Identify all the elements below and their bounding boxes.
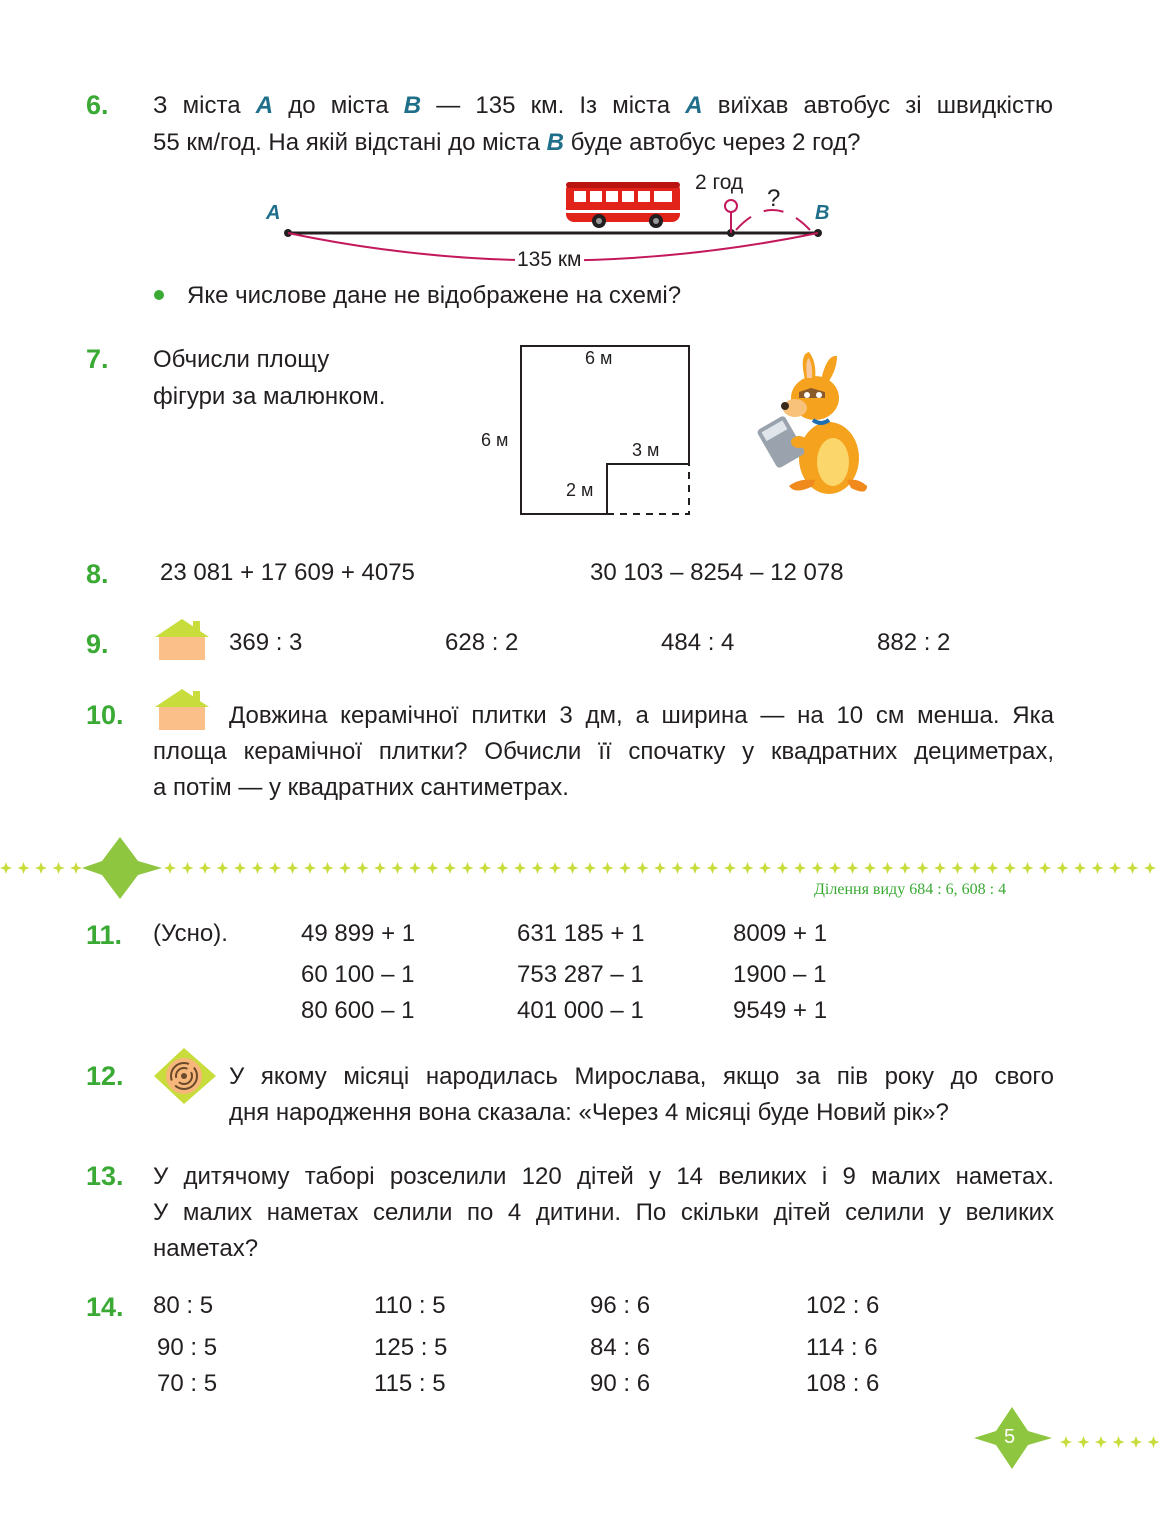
divider-dot-icon	[672, 862, 684, 874]
divider-dot-icon	[444, 862, 456, 874]
divider-dot-icon	[689, 862, 701, 874]
task-11-label: (Усно).	[153, 920, 228, 947]
divider-dot-icon	[234, 862, 246, 874]
divider-dot-icon	[1092, 862, 1104, 874]
divider-dot-icon	[199, 862, 211, 874]
maze-puzzle-icon	[152, 1046, 218, 1106]
task-10-line-3: а потім — у квадратних сантиметрах.	[153, 774, 569, 801]
task-8-expression-1: 23 081 + 17 609 + 4075	[160, 559, 415, 586]
task-8-number: 8.	[86, 559, 109, 589]
task-9-expression-4: 882 : 2	[877, 629, 951, 656]
divider-dot-icon	[969, 862, 981, 874]
diagram-distance-label: 135 км	[517, 248, 582, 271]
task-14-expr: 96 : 6	[590, 1292, 651, 1319]
task-14-expr: 108 : 6	[806, 1370, 880, 1397]
task-7-line-1: Обчисли площу	[153, 346, 330, 373]
divider-dot-icon	[1130, 1436, 1142, 1448]
divider-dot-icon	[252, 862, 264, 874]
divider-dot-icon	[409, 862, 421, 874]
task-14-expr: 125 : 5	[374, 1334, 448, 1361]
task-8-expression-2: 30 103 – 8254 – 12 078	[590, 559, 844, 586]
task-14-expr: 110 : 5	[374, 1292, 446, 1319]
divider-dot-icon	[1004, 862, 1016, 874]
divider-dot-icon	[987, 862, 999, 874]
task-7-number: 7.	[86, 344, 109, 374]
divider-dot-icon	[1148, 1436, 1160, 1448]
task-11-expr: 60 100 – 1	[301, 961, 415, 988]
task-11-expr: 631 185 + 1	[517, 920, 645, 947]
task-11-expr: 8009 + 1	[733, 920, 828, 947]
divider-dot-icon	[847, 862, 859, 874]
divider-dot-icon	[0, 862, 12, 874]
divider-dot-icon	[759, 862, 771, 874]
task-12-line-1: У якому місяці народилась Мирослава, якщо за пів року до свого	[229, 1063, 1054, 1090]
task-9-expression-1: 369 : 3	[229, 629, 303, 656]
homework-house-icon	[153, 687, 211, 731]
divider-dot-icon	[269, 862, 281, 874]
task-12-line-2: дня народження вона сказала: «Через 4 місяці буде Новий рік»?	[229, 1099, 949, 1126]
divider-dot-icon	[53, 862, 65, 874]
divider-dot-icon	[374, 862, 386, 874]
task-9-expression-2: 628 : 2	[445, 629, 519, 656]
task-14-expr: 70 : 5	[157, 1370, 218, 1397]
divider-dot-icon	[1144, 862, 1156, 874]
task-13-number: 13.	[86, 1161, 124, 1191]
divider-dot-icon	[1074, 862, 1086, 874]
unknown-arc	[736, 210, 810, 230]
page-number: 5	[1004, 1426, 1016, 1448]
divider-dot-icon	[549, 862, 561, 874]
divider-dot-icon	[742, 862, 754, 874]
figure-top-label: 6 м	[585, 348, 613, 368]
divider-dot-icon	[952, 862, 964, 874]
task-10-number: 10.	[86, 700, 124, 730]
figure-inner-top-label: 3 м	[632, 440, 660, 460]
divider-dot-icon	[18, 862, 30, 874]
task-9-expression-3: 484 : 4	[661, 629, 735, 656]
divider-dot-icon	[479, 862, 491, 874]
divider-dot-icon	[339, 862, 351, 874]
divider-dot-icon	[899, 862, 911, 874]
divider-dot-icon	[1057, 862, 1069, 874]
page-number-ornament	[970, 1405, 1162, 1475]
task-12-number: 12.	[86, 1061, 124, 1091]
task-14-expr: 90 : 5	[157, 1334, 218, 1361]
task-10-line-1: Довжина керамічної плитки 3 дм, а ширина — на 10 см менша. Яка	[229, 702, 1054, 729]
task-11-expr: 80 600 – 1	[301, 997, 415, 1024]
diagram-label-b: В	[815, 202, 830, 224]
marker-pin-icon	[725, 200, 737, 212]
divider-dot-icon	[1060, 1436, 1072, 1448]
task-14-expr: 115 : 5	[374, 1370, 446, 1397]
task-14-expr: 102 : 6	[806, 1292, 880, 1319]
divider-dot-icon	[934, 862, 946, 874]
task-14-number: 14.	[86, 1292, 124, 1322]
divider-dot-icon	[917, 862, 929, 874]
divider-dot-icon	[322, 862, 334, 874]
divider-dot-icon	[35, 862, 47, 874]
divider-dot-icon	[1078, 1436, 1090, 1448]
section-title: Ділення виду 684 : 6, 608 : 4	[814, 881, 1007, 898]
divider-dot-icon	[864, 862, 876, 874]
divider-dot-icon	[304, 862, 316, 874]
divider-dot-icon	[287, 862, 299, 874]
task-9-number: 9.	[86, 629, 109, 659]
task-11-expr: 401 000 – 1	[517, 997, 644, 1024]
divider-dot-icon	[1127, 862, 1139, 874]
diagram-label-a: А	[266, 202, 281, 224]
task-11-expr: 753 287 – 1	[517, 961, 644, 988]
figure-left-label: 6 м	[481, 430, 509, 450]
divider-dot-icon	[357, 862, 369, 874]
divider-dot-icon	[514, 862, 526, 874]
kangaroo-mascot-icon	[755, 350, 875, 500]
divider-dot-icon	[1022, 862, 1034, 874]
task-14-expr: 114 : 6	[806, 1334, 878, 1361]
task-7-line-2: фігури за малюнком.	[153, 383, 386, 410]
divider-dot-icon	[497, 862, 509, 874]
divider-dot-icon	[794, 862, 806, 874]
task-14-expr: 84 : 6	[590, 1334, 651, 1361]
divider-dot-icon	[619, 862, 631, 874]
divider-dot-icon	[532, 862, 544, 874]
task-6-number: 6.	[86, 90, 109, 120]
divider-dot-icon	[829, 862, 841, 874]
task-11-expr: 49 899 + 1	[301, 920, 416, 947]
task-11-expr: 9549 + 1	[733, 997, 828, 1024]
divider-dot-icon	[462, 862, 474, 874]
divider-dot-icon	[707, 862, 719, 874]
divider-dot-icon	[584, 862, 596, 874]
task-14-expr: 80 : 5	[153, 1292, 214, 1319]
bullet-dot	[154, 290, 164, 300]
task-13-line-3: наметах?	[153, 1235, 259, 1262]
task-11-expr: 1900 – 1	[733, 961, 827, 988]
divider-dot-icon	[567, 862, 579, 874]
divider-dot-icon	[182, 862, 194, 874]
divider-dot-icon	[777, 862, 789, 874]
figure-inner-side-label: 2 м	[566, 480, 594, 500]
bus-icon	[566, 182, 680, 228]
task-14-expr: 90 : 6	[590, 1370, 651, 1397]
task-13-line-2: У малих наметах селили по 4 дитини. По скільки дітей селили у великих	[153, 1199, 1054, 1226]
divider-dot-icon	[70, 862, 82, 874]
divider-dot-icon	[1113, 1436, 1125, 1448]
divider-dot-icon	[427, 862, 439, 874]
divider-dot-icon	[1095, 1436, 1107, 1448]
task-11-number: 11.	[86, 920, 123, 950]
divider-dot-icon	[217, 862, 229, 874]
divider-star-icon	[82, 837, 162, 899]
task-6-bullet-question: Яке числове дане не відображене на схемі?	[187, 282, 682, 309]
diagram-question-mark: ?	[767, 185, 781, 212]
divider-dot-icon	[812, 862, 824, 874]
task-6-line-1: З міста А до міста В — 135 км. Із міста А виїхав автобус зі швидкістю	[153, 92, 1054, 119]
task-13-line-1: У дитячому таборі розселили 120 дітей у 14 великих і 9 малих наметах.	[153, 1163, 1054, 1190]
divider-dot-icon	[654, 862, 666, 874]
divider-dot-icon	[637, 862, 649, 874]
divider-dot-icon	[1039, 862, 1051, 874]
divider-dot-icon	[882, 862, 894, 874]
divider-dot-icon	[1109, 862, 1121, 874]
divider-dot-icon	[392, 862, 404, 874]
divider-dot-icon	[724, 862, 736, 874]
divider-dot-icon	[164, 862, 176, 874]
homework-house-icon	[153, 617, 211, 661]
diagram-time-label: 2 год	[695, 171, 744, 194]
task-6-line-2: 55 км/год. На якій відстані до міста В буде автобус через 2 год?	[153, 129, 861, 156]
divider-dot-icon	[602, 862, 614, 874]
task-10-line-2: площа керамічної плитки? Обчисли її спочатку у квадратних дециметрах,	[153, 738, 1054, 765]
